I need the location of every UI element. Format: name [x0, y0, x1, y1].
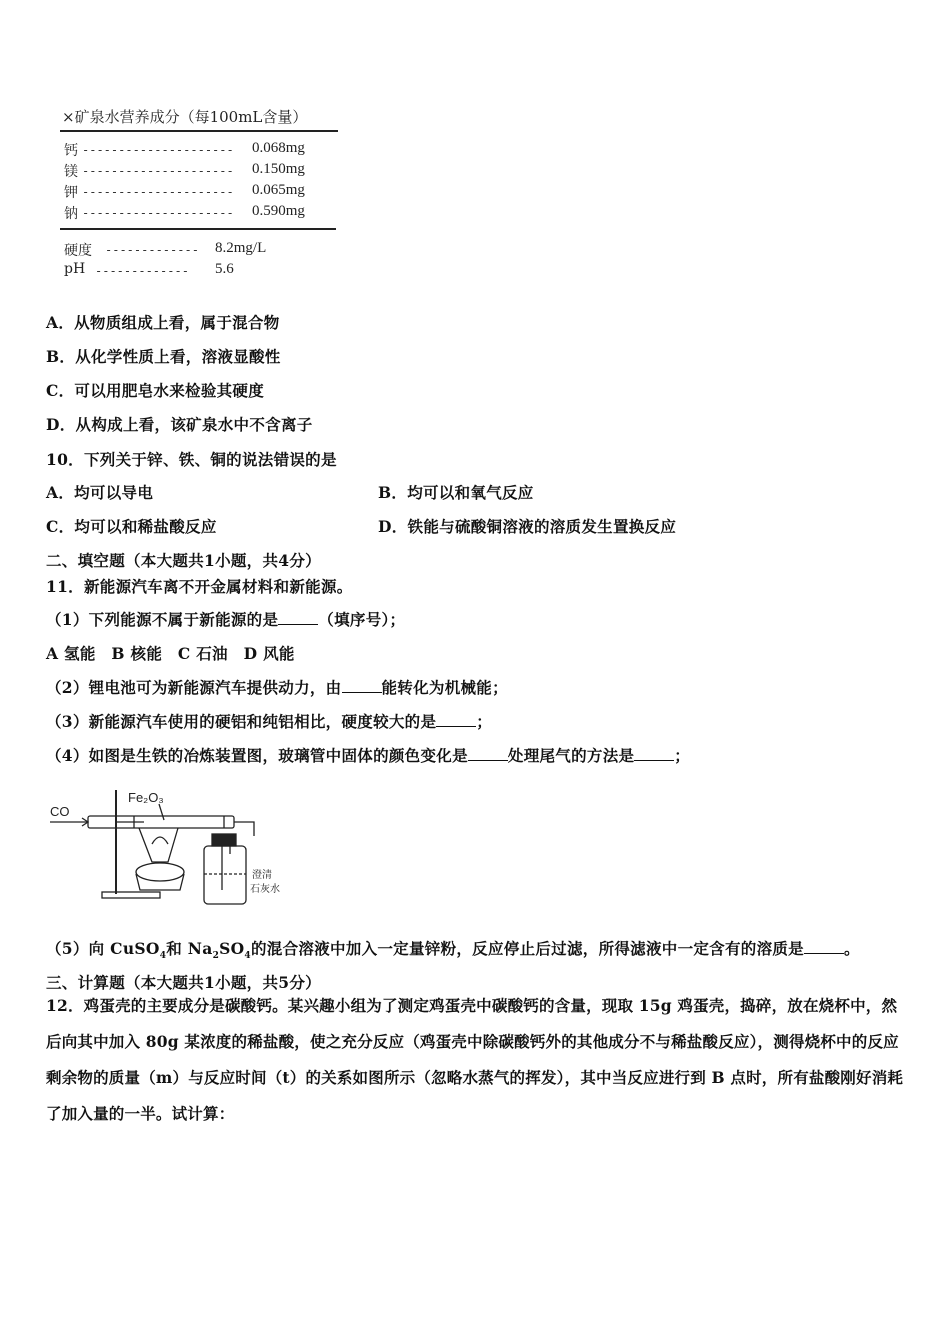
q11-part1-options: A 氢能 B 核能 C 石油 D 风能 — [46, 644, 295, 663]
glass-tube — [88, 816, 234, 828]
bottle-stopper — [212, 834, 236, 846]
leader-dots: --------------------- — [82, 164, 234, 178]
q11-stem: 11．新能源汽车离不开金属材料和新能源。 — [46, 577, 353, 596]
q9-option-b: B．从化学性质上看，溶液显酸性 — [46, 347, 281, 366]
table-top-rule — [60, 130, 338, 132]
answer-blank[interactable] — [468, 748, 508, 761]
row-value: 0.065mg — [252, 182, 305, 198]
wash-bottle — [204, 846, 246, 904]
q10-option-a: A．均可以导电 — [46, 483, 154, 502]
leader-dots: ------------- — [105, 243, 199, 257]
iron-smelting-apparatus — [44, 782, 304, 912]
q10-stem: 10．下列关于锌、铁、铜的说法错误的是 — [46, 450, 337, 469]
ph-value: 5.6 — [215, 261, 234, 277]
row-value: 0.590mg — [252, 203, 305, 219]
q11-part5: （5）向 CuSO$_4$和 $Na_2SO_4$的混合溶液中加入一定量锌粉，反应停止后过滤，所得滤液中一定含有的溶质是 。 — [46, 939, 860, 962]
q11-part3: （3）新能源汽车使用的硬铝和纯铝相比，硬度较大的是 ； — [46, 712, 493, 731]
q11-part4: （4）如图是生铁的冶炼装置图，玻璃管中固体的颜色变化是 处理尾气的方法是 ； — [46, 746, 691, 765]
q10-option-c: C．均可以和稀盐酸反应 — [46, 517, 217, 536]
flame — [152, 837, 168, 844]
q10-option-b: B．均可以和氧气反应 — [378, 483, 534, 502]
q9-option-a: A．从物质组成上看，属于混合物 — [46, 313, 280, 332]
q10-option-d: D．铁能与硫酸铜溶液的溶质发生置换反应 — [378, 517, 677, 536]
q12-text: 12．鸡蛋壳的主要成分是碳酸钙。某兴趣小组为了测定鸡蛋壳中碳酸钙的含量，现取 15g 鸡蛋壳，捣碎，放在烧杯中，然后向其中加入 80g 某浓度的稀盐酸，使之充分反应（鸡蛋壳中除碳酸钙外的其他成分不与稀盐酸反应），测得烧杯中的反应剩余物的质量（m）与反应时间（t）的关系如图所示（忽略水蒸气的挥发），其中当反应进行到 B 点时，所有盐酸刚好消耗了加入量的一半。试计算： — [46, 996, 904, 1123]
co-label: CO — [50, 804, 70, 819]
hardness-value: 8.2mg/L — [215, 240, 267, 256]
leader-dots: --------------------- — [82, 143, 234, 157]
q11-part2: （2）锂电池可为新能源汽车提供动力，由 能转化为机械能； — [46, 678, 508, 697]
alcohol-lamp — [136, 863, 184, 881]
leader-dots: --------------------- — [82, 206, 234, 220]
limewater-label-2: 石灰水 — [250, 884, 280, 895]
row-value: 0.150mg — [252, 161, 305, 177]
q9-option-c: C．可以用肥皂水来检验其硬度 — [46, 381, 265, 400]
row-name: 镁 — [64, 164, 78, 180]
limewater-label-1: 澄清 — [252, 870, 272, 881]
hardness-label: 硬度 — [64, 243, 92, 259]
fe2o3-label: Fe₂O₃ — [128, 790, 164, 805]
section-heading-fill: 二、填空题（本大题共1小题，共4分） — [46, 551, 321, 570]
burner-frame — [139, 828, 178, 862]
table-title: ×矿泉水营养成分（每100mL含量） — [62, 108, 308, 126]
q9-option-d: D．从构成上看，该矿泉水中不含离子 — [46, 415, 313, 434]
ph-label: pH — [64, 261, 86, 277]
answer-blank[interactable] — [804, 941, 844, 954]
leader-dots: --------------------- — [82, 185, 234, 199]
fe2o3-pointer — [159, 804, 164, 820]
row-value: 0.068mg — [252, 140, 305, 156]
q11-part1: （1）下列能源不属于新能源的是 （填序号）； — [46, 610, 406, 629]
answer-blank[interactable] — [436, 714, 476, 727]
table-bottom-rule — [60, 228, 336, 230]
answer-blank[interactable] — [342, 680, 382, 693]
answer-blank[interactable] — [634, 748, 674, 761]
answer-blank[interactable] — [278, 612, 318, 625]
stand-base — [102, 892, 160, 898]
row-name: 钾 — [64, 185, 78, 201]
section-heading-calc: 三、计算题（本大题共1小题，共5分） — [46, 973, 321, 992]
leader-dots: ------------- — [95, 264, 189, 278]
row-name: 钠 — [64, 206, 78, 222]
row-name: 钙 — [64, 143, 78, 159]
